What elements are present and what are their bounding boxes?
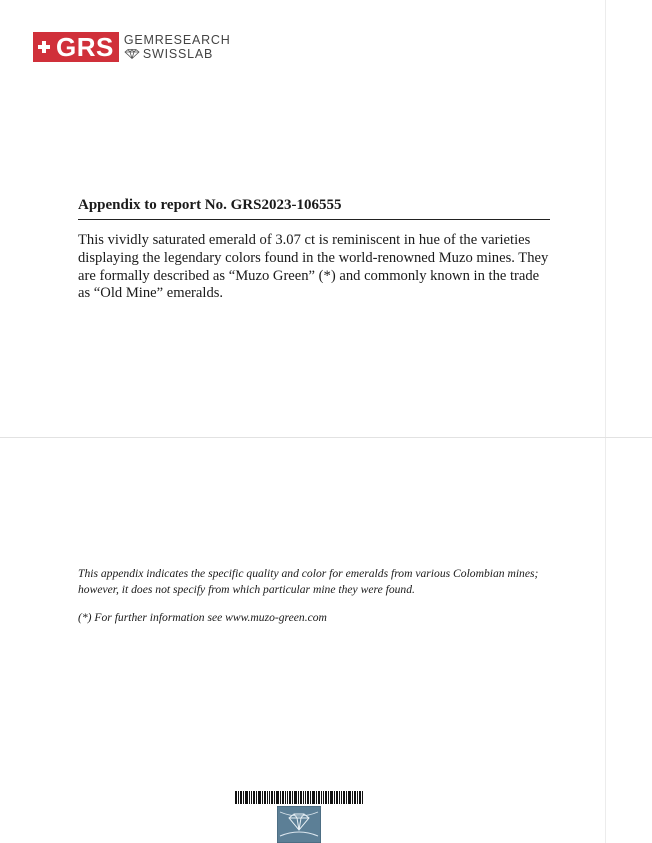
logo-badge xyxy=(33,32,119,62)
diamond-icon xyxy=(124,49,140,59)
grs-logo xyxy=(33,32,231,62)
swiss-cross-icon xyxy=(37,40,51,54)
grs-seal-icon xyxy=(277,806,321,843)
appendix-title: Appendix to report No. GRS2023-106555 xyxy=(78,197,550,220)
logo-line1: GEMRESEARCH xyxy=(123,33,231,47)
logo-line2: SWISSLAB xyxy=(142,47,214,61)
barcode-icon xyxy=(235,791,363,804)
logo-subtitle xyxy=(124,33,231,61)
appendix-body: This vividly saturated emerald of 3.07 ct is reminiscent in hue of the varieties displaying the legendary colors found in the world-renowned Muzo mines. They are formally described as “Muzo Green” (*) and commonly known in the trade as “Old Mine” emeralds. xyxy=(78,232,549,302)
scan-edge xyxy=(605,0,652,843)
disclaimer-text: This appendix indicates the specific quality and color for emeralds from various Colombian mines; however, it does not specify from which particular mine they were found. xyxy=(78,567,539,596)
fold-line xyxy=(0,437,652,438)
logo-main-text: GRS xyxy=(56,32,114,62)
logo-row2 xyxy=(124,47,231,61)
footnote-text: (*) For further information see www.muzo-green.com xyxy=(78,611,327,624)
